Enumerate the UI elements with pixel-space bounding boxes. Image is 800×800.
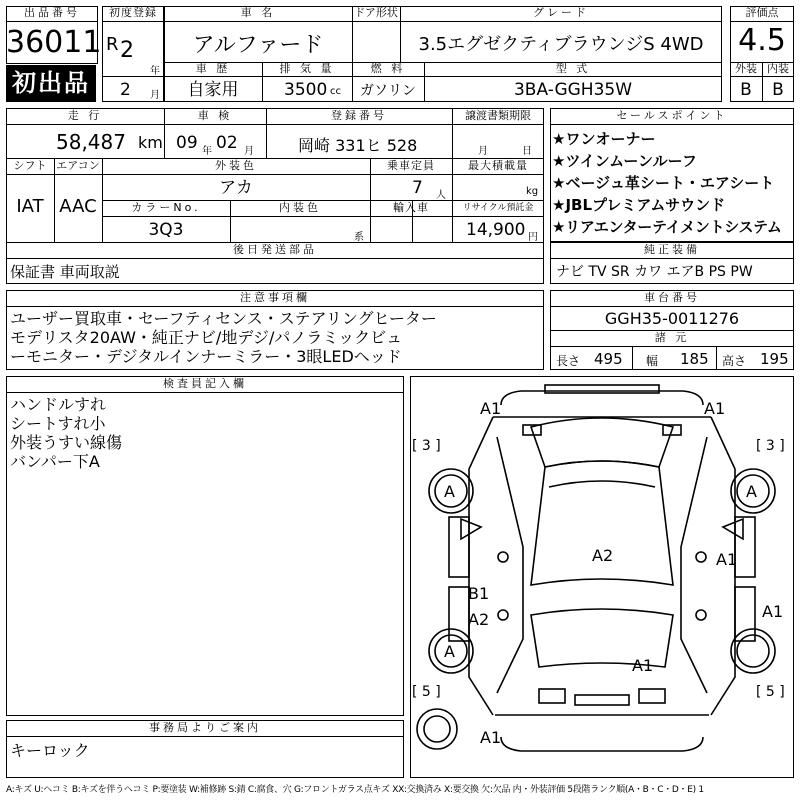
inspection-year-unit: 年: [202, 146, 212, 157]
inspector-label: 検査員記入欄: [163, 377, 247, 390]
exterior-grade: B: [740, 80, 752, 100]
registration-era: R: [106, 34, 119, 55]
displacement-unit: cc: [330, 86, 341, 97]
front-right-bracket: [ 3 ]: [756, 438, 785, 454]
mileage-label: 走 行: [67, 109, 103, 122]
inspection-month: 02: [216, 133, 238, 153]
chassis-label: 車台番号: [644, 291, 700, 304]
height-label: 高さ: [722, 354, 747, 368]
displacement-label: 排 気 量: [279, 62, 335, 75]
interior-grade: B: [772, 80, 784, 100]
sale-point: ★リアエンターテイメントシステム: [552, 218, 782, 236]
legend-footer: A:キズ U:ヘコミ B:キズを伴うヘコミ P:要塗装 W:補修跡 S:錆 C:腐食、穴 G:フロントガラス点キズ XX:交換済み X:要交換 欠:欠品 内・外装評価 5段階ランク順(A・B・C・D・E) 1: [6, 785, 704, 795]
interior-color-suffix: 系: [354, 232, 364, 243]
overall-rating: 4.5: [738, 23, 786, 58]
lot-number: 36011: [6, 25, 102, 60]
inspection-label: 車 検: [197, 109, 233, 122]
front-left-bracket: [ 3 ]: [412, 438, 441, 454]
damage-front-left-corner: A1: [480, 399, 502, 418]
grade-value: 3.5エグゼクティブラウンジS 4WD: [418, 34, 704, 55]
exterior-label: 外装: [735, 62, 757, 75]
sale-point: ★ワンオーナー: [552, 130, 656, 148]
max-load-label: 最大積載量: [468, 159, 528, 172]
first-listing-badge: 初出品: [6, 65, 96, 102]
transfer-month-unit: 月: [478, 146, 488, 157]
recycle-unit: 円: [528, 232, 538, 243]
first-registration-label: 初度登録: [109, 6, 157, 19]
mileage-unit: km: [138, 133, 163, 152]
lot-number-label: 出品番号: [24, 6, 80, 19]
height-value: 195: [760, 350, 789, 368]
later-parts-label: 後日発送部品: [233, 243, 317, 256]
damage-diagram: [410, 376, 794, 778]
damage-rear-left: A1: [480, 728, 502, 747]
equipment-value: ナビ TV SR カワ エアB PS PW: [556, 264, 753, 280]
exterior-color: アカ: [219, 178, 253, 198]
max-load-unit: kg: [526, 186, 539, 197]
color-no: 3Q3: [148, 220, 184, 240]
office-message: キーロック: [10, 741, 90, 760]
damage-wheel-front-right: A: [746, 482, 757, 501]
rear-left-bracket: [ 5 ]: [412, 684, 441, 700]
registration-year: 2: [120, 38, 134, 63]
notes-label: 注意事項欄: [240, 291, 310, 304]
car-name: アルファード: [192, 33, 324, 58]
rear-right-bracket: [ 5 ]: [756, 684, 785, 700]
history-value: 自家用: [187, 80, 239, 100]
capacity-unit: 人: [436, 190, 446, 201]
model-code: 3BA-GGH35W: [513, 80, 633, 100]
notes-line: ーモニター・デジタルインナーミラー・3眼LEDヘッド: [10, 347, 402, 366]
displacement-value: 3500: [284, 80, 328, 100]
equipment-label: 純正装備: [644, 243, 700, 256]
recycle-value: 14,900: [466, 220, 526, 240]
color-no-label: カラーNo.: [131, 201, 201, 214]
inspector-line: バンパー下A: [10, 452, 100, 471]
sale-point: ★JBLプレミアムサウンド: [552, 196, 726, 214]
model-label: 型 式: [555, 62, 591, 75]
inspector-notes: [10, 395, 122, 471]
capacity-label: 乗車定員: [387, 159, 435, 172]
aircon-label: エアコン: [56, 159, 100, 172]
registration-number: 岡崎 331ヒ 528: [298, 136, 418, 155]
month-unit: 月: [150, 90, 160, 101]
notes-line: ユーザー買取車・セーフティセンス・ステアリングヒーター: [10, 309, 437, 328]
inspection-year: 09: [176, 133, 198, 153]
office-label: 事務局よりご案内: [149, 721, 261, 734]
damage-wheel-front-left: A: [444, 482, 455, 501]
sale-point: ★ベージュ革シート・エアシート: [552, 174, 775, 192]
sale-points-label: セールスポイント: [616, 109, 728, 122]
shift-label: シフト: [13, 159, 47, 172]
sale-point: ★ツインムーンルーフ: [552, 152, 697, 170]
fuel-label: 燃 料: [370, 62, 406, 75]
interior-color-label: 内装色: [279, 201, 321, 214]
damage-front-right-corner: A1: [704, 399, 726, 418]
damage-roof: A2: [592, 546, 614, 565]
damage-wheel-rear-left: A: [444, 642, 455, 661]
recycle-label: リサイクル預託金: [462, 203, 534, 213]
transfer-day-unit: 日: [522, 146, 532, 157]
notes-text: [10, 309, 437, 366]
car-outline-diagram: [411, 377, 793, 777]
door-type-label: ドア形状: [354, 6, 398, 19]
exterior-color-label: 外装色: [215, 159, 257, 172]
later-parts-value: 保証書 車両取説: [10, 263, 120, 281]
notes-line: モデリスタ20AW・純正ナビ/地デジ/パノラミックビュ: [10, 328, 403, 347]
inspector-line: シートすれ小: [10, 414, 106, 433]
shift-value: IAT: [16, 196, 44, 217]
damage-left-b1: B1: [468, 584, 490, 603]
history-label: 車 歴: [195, 62, 231, 75]
inspection-month-unit: 月: [244, 146, 254, 157]
import-label: 輸入車: [393, 201, 429, 214]
length-value: 495: [594, 350, 623, 368]
inspector-line: ハンドルすれ: [10, 395, 107, 414]
registration-month: 2: [120, 80, 131, 100]
grade-label: グレード: [533, 6, 589, 19]
car-name-label: 車 名: [240, 6, 276, 19]
year-unit: 年: [150, 66, 160, 77]
fuel-value: ガソリン: [360, 83, 416, 99]
capacity-value: 7: [412, 178, 423, 198]
transfer-deadline-label: 譲渡書類期限: [465, 109, 531, 122]
inspector-line: 外装うすい線傷: [10, 433, 123, 452]
length-label: 長さ: [556, 354, 581, 368]
chassis-number: GGH35-0011276: [604, 309, 740, 328]
sale-points-list: [552, 128, 782, 238]
damage-right-side-lower: A1: [762, 602, 784, 621]
width-value: 185: [680, 350, 709, 368]
dimensions-label: 諸 元: [654, 331, 690, 344]
mileage-value: 58,487: [56, 130, 126, 154]
aircon-value: AAC: [59, 196, 97, 217]
registration-label: 登録番号: [331, 109, 387, 122]
damage-rear-center: A1: [632, 656, 654, 675]
interior-label: 内装: [767, 62, 789, 75]
damage-left-a2: A2: [468, 610, 490, 629]
damage-right-side-upper: A1: [716, 550, 738, 569]
rating-label: 評価点: [745, 6, 779, 19]
width-label: 幅: [646, 354, 659, 368]
